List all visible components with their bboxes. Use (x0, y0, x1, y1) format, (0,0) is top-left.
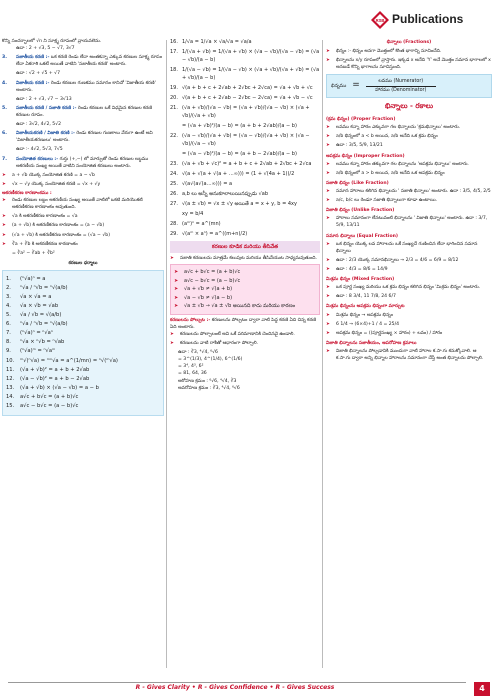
comparison-line (170, 340, 320, 347)
formula-expression: (ⁿ√a)ᵐ = ⁿ√aᵐ (20, 348, 56, 355)
fraction-type-heading: విజాతి భిన్నం (Unlike Fraction) (326, 208, 395, 214)
column-right (326, 38, 492, 364)
item-number: 5. (2, 105, 7, 111)
item-body (16, 80, 164, 94)
bullet-icon: ➤ (2, 214, 6, 220)
formula-row (6, 366, 160, 374)
formula-number: 12. (6, 375, 15, 382)
formula-expression: = (√a + √b)²/(a − b) = (a + b + 2√ab)/(a − b) (182, 123, 297, 129)
formula-number: 10. (6, 357, 15, 364)
fraction-type-heading: మిశ్రమ భిన్నం (Mixed Fraction) (326, 277, 395, 283)
fraction-type-text: మిశ్రమ భిన్నం → అపక్రమ భిన్నం (336, 312, 393, 318)
formula-number: 19. (170, 85, 178, 91)
formula-expression: √(a + b + c + 2√ab − 2√bc − 2√ca) = √a + √b − √c (182, 95, 313, 101)
bullet-icon: ➤ (326, 143, 330, 149)
formula-expression: (√a + √b + √c)² = a + b + c + 2√ab + 2√bc + 2√ca (182, 161, 312, 167)
rule-row (174, 294, 316, 303)
fraction-type-line (326, 293, 492, 300)
formula-expression: 1/√a = 1/√a × √a/√a = √a/a (182, 39, 252, 45)
rule-row (174, 277, 316, 286)
item-number: 3. (2, 55, 7, 61)
bullet-icon: ➤ (326, 312, 330, 318)
column-divider (166, 40, 167, 668)
fraction-type-line (326, 170, 492, 177)
definition-item (2, 130, 164, 144)
bullet-icon: ➤ (326, 321, 330, 327)
addition-subtraction-heading: కరణుల కూడిక మరియు తీసివేత (170, 241, 320, 253)
fraction-type-heading: సజాతి భిన్నం (Like Fraction) (326, 180, 389, 186)
formula-row (170, 84, 320, 92)
item-text: రెండు కరణుల గుణకాలు వేరుగా ఉంటే అవి 'విజాతీయకరణులు' అంటారు. (16, 131, 153, 144)
item-body (16, 105, 164, 119)
formula-row (170, 104, 320, 120)
formula-expression: √(aᵐ × aⁿ) = a^((m+n)/2) (182, 231, 248, 237)
formula-number: 27. (170, 201, 178, 207)
formula-expression: (√a − √b)² = a + b − 2√ab (20, 375, 90, 382)
fraction-parts-box (326, 74, 492, 98)
fraction-type-text: లవము కన్నా హారం ఎక్కువగా గల భిన్నాలను 'క్రమభిన్నాలు' అంటారు. (336, 125, 461, 131)
rationalizing-text: √a కి అకరణీకరణ కారణాంకం = √a (12, 214, 78, 220)
formula-row (170, 180, 320, 188)
fraction-type-heading: మిశ్రమ భిన్నంను అపక్రమ భిన్నంగా మార్చుట (326, 304, 405, 310)
fraction-types-list (326, 116, 492, 362)
page-footer (0, 682, 496, 696)
bullet-icon: ➤ (326, 241, 330, 247)
formula-row (6, 329, 160, 337)
item-term: సంయోజిత కరణులు :- (16, 156, 59, 162)
fraction-type-line (326, 257, 492, 264)
brace-icon: = (352, 80, 360, 91)
formula-number: 7. (6, 330, 11, 337)
fraction-type-text: 6 1/4 → (6×4)+1 / 4 = 25/4 (336, 321, 400, 327)
fraction-type-heading: విజాతి భిన్నాలను సజాతీయం, అపరోహణ క్రమాలు (326, 340, 417, 346)
comparison-text: కరణులను పోల్చాలంటే అవి ఒకే పరిమాణానికి చెందినవై ఉండాలి. (180, 331, 295, 337)
rationalizing-line (2, 213, 164, 220)
formula-row (170, 210, 320, 218)
bullet-icon: ➤ (174, 269, 179, 276)
bullet-icon: ➤ (2, 223, 6, 229)
fraction-types-title: భిన్నాలు - రకాలు (384, 102, 433, 111)
formula-expression: (√a + √b) × (√a − √b) = a − b (20, 384, 99, 391)
example-line: = 81, 64, 36 (178, 371, 207, 377)
fraction-type-line (326, 215, 492, 229)
item-example: ఉదా : 2 + √3, √7 − 3√13 (16, 96, 72, 102)
formula-number: 24. (170, 171, 178, 177)
rule-box (170, 264, 320, 315)
bullet-icon: ➤ (326, 285, 330, 291)
fraction-type-line (326, 142, 492, 149)
bullet-icon: ➤ (174, 277, 179, 284)
formula-row (170, 48, 320, 64)
formula-number: 22. (170, 133, 178, 139)
bullet-icon: ➤ (326, 125, 330, 131)
fraction-type-text: a/b భిన్నంలో a > b అయిన, a/b అనేది ఒక అపక్రమ భిన్నం (336, 170, 445, 176)
fraction-type-text: విజాతి భిన్నాలను పోల్చడానికి ముందుగా వాటి హారాల క.సా.గు కనుక్కోవాలి. ఆ క.సా.గు ద్వారా అన్ని భిన్నాల హారాలను సమానంగా చేస్తే అంత భిన్నాలను పోల్చాలి. (336, 348, 484, 362)
formula-row (6, 275, 160, 283)
formula-row (6, 284, 160, 292)
fraction-type-text: అపక్రమ భిన్నం = ((పూర్ణసంఖ్య × హారం) + లవం) / హారం (336, 330, 443, 336)
bullet-icon: ➤ (326, 134, 330, 140)
rationalizing-line (2, 232, 164, 239)
bullet-icon: ➤ (326, 198, 330, 204)
rationalizing-line (2, 222, 164, 229)
fraction-type-text: లవము కన్నా హారం తక్కువగా గల భిన్నాలను 'అపక్రమ భిన్నాలు' అంటారు. (336, 161, 469, 167)
fraction-type-heading: (క్రమ భిన్నం) (Proper Fraction) (326, 117, 396, 123)
formula-row (6, 393, 160, 401)
properties-caption: కరణుల ధర్మాలు (68, 260, 98, 266)
formula-expression: a√c − b√c = (a − b)√c (20, 402, 79, 409)
footer-tagline: R - Gives Clarity • R - Gives Confidence • R - Gives Success (135, 684, 335, 691)
formula-expression: √(a + √(a + √(a + …∞))) = (1 + √(4a + 1))/2 (182, 171, 295, 177)
item-term: విజాతీయ కరణి :- (16, 80, 50, 86)
rationalizing-text: ➤ రెండు కరణుల లబ్దం అకరణీయ సంఖ్య అయితే వాటిలో ఒకటి మరియొకటి అకరణీకరణ కారణాంకం అవుతుంది. (2, 198, 143, 211)
formula-number (170, 150, 182, 158)
bullet-icon: ➤ (2, 232, 6, 238)
fraction-xy: ➤ భిన్నాలను x/y రూపంలో వ్రాస్తారు. ఇక్కడ x అనేది 'Y' అనే మొత్తం సమాన భాగాలలో x అనబడే కొన్ని భాగాలను సూచిస్తుంది. (326, 58, 491, 71)
fraction-type-heading: అపక్రమ భిన్నం (Improper Fraction) (326, 153, 405, 159)
formula-expression: √a × √b = √ab (20, 303, 59, 310)
formula-expression: a√c + b√c = (a + b)√c (20, 393, 79, 400)
formula-expression: √(a√(a√(a…∞))) = a (182, 181, 233, 187)
rule-row (174, 302, 316, 311)
item-body (16, 130, 164, 144)
fraction-type-text: a/c, b/c లు రెండూ సజాతి భిన్నాలుగా కూడా ఉంటాయి. (336, 198, 438, 204)
rationalizing-text: ∛a + ∛b కి అకరణీకరణ కారణాంకం (12, 241, 78, 247)
formula-list (170, 38, 320, 238)
item-text: గుర్తు (+,−) లో మార్పుతో రెండు కరణుల లబ్ధము అకరణీయ సంఖ్య అయితే వాటిని సంయోజిత కరణులు అంటారు. (16, 156, 149, 169)
formula-number: 26. (170, 191, 178, 197)
fraction-type-text: హారాలు సమానంగా లేనటువంటి భిన్నాలను ' విజాతి భిన్నాలు' అంటారు. ఉదా : 3/7, 5/9, 13/11 (336, 216, 488, 229)
formula-expression: ⁿ√a / ⁿ√b = ⁿ√(a/b) (20, 285, 68, 292)
bullet-icon: ➤ (326, 294, 330, 300)
formula-row (170, 170, 320, 178)
formula-number: 14. (6, 393, 15, 400)
formula-expression: (√a − √b)/(√a + √b) = (√a − √b)/(√a + √b) × (√a − √b)/(√a − √b) (182, 133, 310, 147)
definition-item (2, 156, 164, 170)
formula-expression: ⁿ√a × ⁿ√b = ⁿ√ab (20, 339, 65, 346)
item-term: విజాతీయకరణి / విజాతి కరణి :- (16, 131, 75, 137)
publisher-logo (371, 11, 389, 29)
fraction-type-text: ఉదా : 4/3 = 8/6 = 14/9 (336, 266, 388, 272)
formula-row (170, 150, 320, 158)
formula-number: 11. (6, 366, 15, 373)
item-text: ఒక కరణి రెండు లేదా అంతకన్నా ఎక్కువ కరణుల సూక్ష్మ రూపం లేదా ఏకరాశి ఒకటే అయితే వాటిని 'సజాతీయ కరణి' అంటారు. (16, 55, 163, 68)
fraction-type-text: ఒక పూర్ణ సంఖ్య మరియు ఒక క్రమ భిన్నం కలిగిన భిన్నం 'మిశ్రమ భిన్నం' అంటారు. (336, 285, 481, 291)
bullet-icon: ➤ (174, 294, 179, 301)
rationalizing-list (2, 213, 164, 257)
bullet-icon: ➤ (326, 266, 330, 272)
formula-expression: a,b లు అన్నీ అనుకూలాలుయినప్పుడు √ab (182, 191, 269, 197)
formula-expression: ᵐ√(ⁿ√a) = ᵐⁿ√a = a^(1/mn) = ⁿ√(ᵐ√a) (20, 357, 118, 364)
bullet-icon: ➤ (326, 170, 330, 176)
rule-expression: √a − √b ≠ √(a − b) (184, 294, 233, 301)
rule-expression: a√c − b√c = (a − b)√c (184, 277, 241, 284)
comparison-text: కరణులను వాటి రాశీతో ఆధారంగా పోల్చాలి. (180, 341, 259, 346)
bullet-icon: ➤ (174, 303, 179, 310)
formula-number: 4. (6, 303, 11, 310)
formula-number: 16. (170, 39, 178, 45)
formula-row (6, 347, 160, 355)
item-number: 6. (2, 131, 7, 137)
formula-row (6, 311, 160, 319)
fraction-type-line (326, 348, 492, 362)
item-body (16, 54, 164, 68)
formula-expression: √(a ± √b) = √x ± √y అయితే a = x + y, b = 4xy (182, 201, 297, 207)
fraction-definition: ➤ భిన్నం :- భిన్నం అనగా మొత్తంలో కొంత భాగాన్ని సూచించేది. (326, 49, 442, 55)
item-text: రెండు కరణుల గుణకము సమానం కానిచో 'విజాతీయ కరణి' అంటారు. (16, 80, 156, 93)
formula-expression: (ⁿ√a)ⁿ = ⁿ√aⁿ (20, 330, 53, 337)
conjugate-line: ➤ a + √b యొక్క సంయోజిత కరణి = a − √b (2, 172, 95, 178)
rationalizing-heading: అకరణీకరణ కారణాంకము : (2, 190, 52, 196)
fraction-type-line (326, 266, 492, 273)
column-left (2, 38, 164, 419)
fraction-type-line (326, 161, 492, 168)
fraction-type-text: సమాన హారాలు కలిగిన భిన్నాలను ' సజాతి భిన్నాలు' అంటారు. ఉదా : 3/5, 4/5, 2/5 (336, 189, 491, 194)
formula-expression: = (√a − √b)²/(a − b) = (a + b − 2√ab)/(a − b) (182, 151, 297, 157)
formula-number: 6. (6, 321, 11, 328)
item-text: రెండు కరణుల ఒకే విధమైన కరణుల కరణి కరణుల రూపం. (16, 105, 153, 118)
formula-number: 2. (6, 285, 11, 292)
definition-list (2, 54, 164, 170)
example-line: ఉదా : ∛3, ⁴√4, ⁶√6 (178, 350, 218, 356)
page-header (0, 0, 496, 36)
item-number: 7. (2, 156, 7, 162)
formula-row (170, 190, 320, 198)
formula-number: 3. (6, 294, 11, 301)
item-example: ఉదా : 3√2, 4√2, 5√2 (16, 122, 62, 128)
formula-row (170, 38, 320, 46)
formula-row (6, 293, 160, 301)
formula-row (6, 375, 160, 383)
bullet-icon: ➤ (326, 330, 330, 336)
formula-expression: (ⁿ√a)ⁿ = a (20, 275, 46, 282)
bullet-icon: ➤ (2, 241, 6, 247)
rationalizing-line (2, 241, 164, 248)
formula-expression: xy = b/4 (182, 211, 204, 217)
formula-row (170, 66, 320, 82)
formula-number: 5. (6, 312, 11, 319)
formula-row (170, 132, 320, 148)
formula-number: 18. (170, 67, 178, 73)
bullet-icon: ➤ (174, 286, 179, 293)
bullet-icon: ➤ (326, 161, 330, 167)
example-line: ఆరోహణ క్రమం : ⁶√6, ⁴√4, ∛3 (178, 378, 237, 384)
rationalizing-text: (√a + √b) కి అకరణీకరణ కారణాంకం = (√a − √b) (12, 232, 110, 238)
fraction-type-line (326, 124, 492, 131)
bullet-icon: ➤ (326, 189, 330, 194)
fraction-type-line (326, 188, 492, 195)
fraction-type-text: ఉదా : 2/3 యొక్క సమానభిన్నాలు → 2/3 = 4/6 = 6/9 = 8/12 (336, 257, 459, 263)
item-term: సజాతీయ కరణి / సజాతి కరణి :- (16, 105, 77, 111)
item-example: ఉదా : √2 + √5 + √7 (16, 71, 61, 77)
formula-number: 21. (170, 105, 178, 111)
bullet-icon: ➤ (326, 257, 330, 263)
formula-row (6, 357, 160, 365)
formula-row (6, 384, 160, 392)
column-divider (322, 40, 323, 668)
fraction-type-line (326, 241, 492, 255)
formula-expression: (√a + √b)/(√a − √b) = (√a + √b)/(√a − √b) × (√a + √b)/(√a + √b) (182, 105, 310, 119)
formula-row (170, 160, 320, 168)
definition-item (2, 54, 164, 68)
formula-expression: (aᵐ)ⁿ = a^(mn) (182, 221, 221, 227)
formula-number (170, 210, 182, 218)
formula-number: 15. (6, 402, 15, 409)
formula-row (6, 320, 160, 328)
fraction-type-text: a/b భిన్నంలో a < b అయిన, a/b అనేది ఒక క్రమ భిన్నం (336, 134, 438, 140)
bullet-icon: ➤ (326, 348, 330, 354)
column-middle (170, 38, 320, 392)
item-term: సజాతీయ కరణి :- (16, 55, 50, 61)
rationalizing-text: = ∛a² − ∛ab + ∛b² (12, 250, 55, 256)
numerator-label: లవము (Numerator) (378, 79, 424, 85)
item-example: ఉదా :- 4√2, 5√3, 7√5 (16, 147, 63, 153)
intro-example: ఉదా : 2 + √3, 5 − √7, 3√7 (16, 46, 75, 52)
rule-expression: √a ± √b → √a ± √b అయినది కాదు మరియు కారణం (184, 303, 296, 310)
formula-number: 29. (170, 231, 178, 237)
bullet-icon: ➤ (170, 341, 174, 346)
item-body (16, 156, 164, 170)
formula-expression: 1/(√a + √b) = 1/(√a + √b) × (√a − √b)/(√a − √b) = (√a − √b)/(a − b) (182, 49, 320, 63)
formula-expression: (√a + √b)² = a + b + 2√ab (20, 366, 90, 373)
item-number: 4. (2, 80, 7, 86)
formula-number: 28. (170, 221, 178, 227)
fraction-type-line (326, 197, 492, 204)
formula-number: 25. (170, 181, 178, 187)
formula-expression: ⁿ√a / ⁿ√b = ⁿ√(a/b) (20, 321, 68, 328)
formula-number: 8. (6, 339, 11, 346)
fractions-heading: భిన్నాలు (Fractions) (386, 40, 432, 45)
denominator-label: హారము (Denominator) (375, 87, 427, 93)
definition-item (2, 80, 164, 94)
rationalizing-line (2, 250, 164, 257)
fraction-type-line (326, 284, 492, 291)
formula-expression: √a × √a = a (20, 294, 52, 301)
example-line: అవరోహణ క్రమం : ∛3, ⁴√4, ⁶√6 (178, 385, 240, 391)
formula-expression: √(a + b + c + 2√ab + 2√bc + 2√ca) = √a + √b + √c (182, 85, 313, 91)
rule-expression: √a + √b ≠ √(a + b) (184, 286, 233, 293)
fraction-type-line (326, 321, 492, 328)
fraction-type-line (326, 312, 492, 319)
logo-text: RSB (375, 18, 385, 23)
comparison-list (170, 331, 320, 347)
formula-number: 1. (6, 275, 11, 282)
example-line: = 3^(1/3), 4^(1/4), 6^(1/6) (178, 357, 243, 363)
rationalizing-text: (a + √b) కి అకరణీకరణ కారణాంకం = (a − √b) (12, 223, 105, 229)
comparison-line (170, 331, 320, 338)
bullet-icon (2, 250, 12, 257)
rule-text: ➤ సజాతి కరణులను మాత్రమే కలుపుట మరియు తీసివేయుట సాధ్యమవుతుంది. (170, 256, 318, 262)
formula-row (6, 302, 160, 310)
fraction-type-line (326, 330, 492, 337)
fraction-type-line (326, 133, 492, 140)
conjugate-line: ➤ √x − √y యొక్క సంయోజిత కరణి = √x + √y (2, 181, 101, 187)
formula-number (170, 122, 182, 130)
formula-number: 20. (170, 95, 178, 101)
fraction-type-text: ఉదా : 8 3/4, 11 7/8, 24 6/7 (336, 294, 396, 300)
formula-row (6, 402, 160, 410)
formula-number: 17. (170, 49, 178, 55)
formula-number: 9. (6, 348, 11, 355)
fraction-type-heading: సమాన భిన్నాలు (Equal Fraction) (326, 233, 398, 239)
fraction-type-text: ఒక భిన్నం యొక్క లవ హారాలను ఒకే సంఖ్యచే గుణించిన లేదా భాగించిన సమాన భిన్నాలు (336, 241, 478, 254)
definition-item (2, 105, 164, 119)
publisher-name: Publications (392, 12, 464, 26)
page-number: 4 (474, 682, 490, 696)
formula-number: 23. (170, 161, 178, 167)
formula-expression: 1/(√a − √b) = 1/(√a − √b) × (√a + √b)/(√a + √b) = (√a + √b)/(a − b) (182, 67, 320, 81)
formula-expression: √a / √b = √(a/b) (20, 312, 62, 319)
formula-row (170, 94, 320, 102)
fraction-label: భిన్నము (331, 83, 347, 89)
bullet-icon: ➤ (326, 216, 330, 222)
rule-row (174, 285, 316, 294)
rule-expression: a√c + b√c = (a + b)√c (184, 269, 241, 276)
comparison-text: కరణులను పోల్చుట :- కరణులను పోల్చటం ద్వారా వాటి పెద్ద కరణి ఏది చిన్న కరణి ఏది అంటారు. (170, 317, 317, 330)
footer-divider (8, 682, 466, 683)
example-line: = 3⁴, 4³, 6² (178, 364, 204, 370)
formula-box (2, 270, 164, 416)
intro-text: కొన్ని సందర్భాలలో √n ని సూక్ష్మ రూపంలో వ్రాయవలెను. (2, 39, 102, 44)
formula-row (170, 220, 320, 228)
rule-row (174, 268, 316, 277)
fraction-type-text: ఉదా : 3/5, 5/9, 13/21 (336, 143, 383, 149)
comparison-example (170, 349, 320, 392)
formula-row (170, 122, 320, 130)
formula-number: 13. (6, 384, 15, 391)
formula-row (170, 230, 320, 238)
bullet-icon: ➤ (170, 331, 174, 337)
formula-row (6, 338, 160, 346)
formula-row (170, 200, 320, 208)
